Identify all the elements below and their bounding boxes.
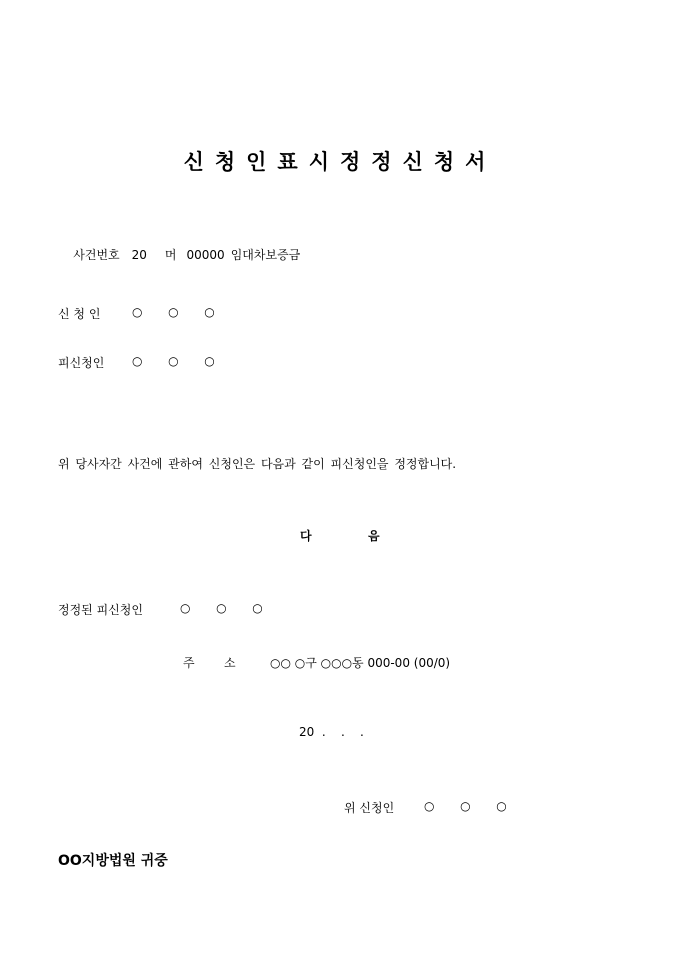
case-serial-number: 00000 <box>186 248 225 262</box>
following-heading-right: 음 <box>368 529 380 543</box>
respondent-label: 피신청인 <box>58 356 105 370</box>
address-value: ○○ ○구 ○○○동 000-00 (00/0) <box>270 656 451 670</box>
date-line: 20 . . . <box>299 725 364 739</box>
address-label-second: 소 <box>224 656 236 670</box>
document-title: 신청인표시정정신청서 <box>183 149 497 174</box>
applicant-name: ○ ○ ○ <box>132 305 221 319</box>
court-addressee: OO지방법원 귀중 <box>58 853 168 869</box>
respondent-name: ○ ○ ○ <box>132 354 221 368</box>
address-label-first: 주 <box>183 656 195 670</box>
case-number-label: 사건번호 <box>73 248 120 262</box>
following-heading-left: 다 <box>300 529 312 543</box>
applicant-label: 신 청 인 <box>58 307 101 321</box>
case-number-line <box>58 232 300 277</box>
signature-name: ○ ○ ○ <box>424 799 513 813</box>
signature-label: 위 신청인 <box>344 801 395 815</box>
case-year: 20 <box>131 248 147 262</box>
case-type: 머 <box>164 248 177 262</box>
case-name: 임대차보증금 <box>230 248 301 262</box>
statement-text: 위 당사자간 사건에 관하여 신청인은 다음과 같이 피신청인을 정정합니다. <box>58 457 457 471</box>
corrected-respondent-name: ○ ○ ○ <box>180 601 269 615</box>
corrected-respondent-label: 정정된 피신청인 <box>58 603 143 617</box>
